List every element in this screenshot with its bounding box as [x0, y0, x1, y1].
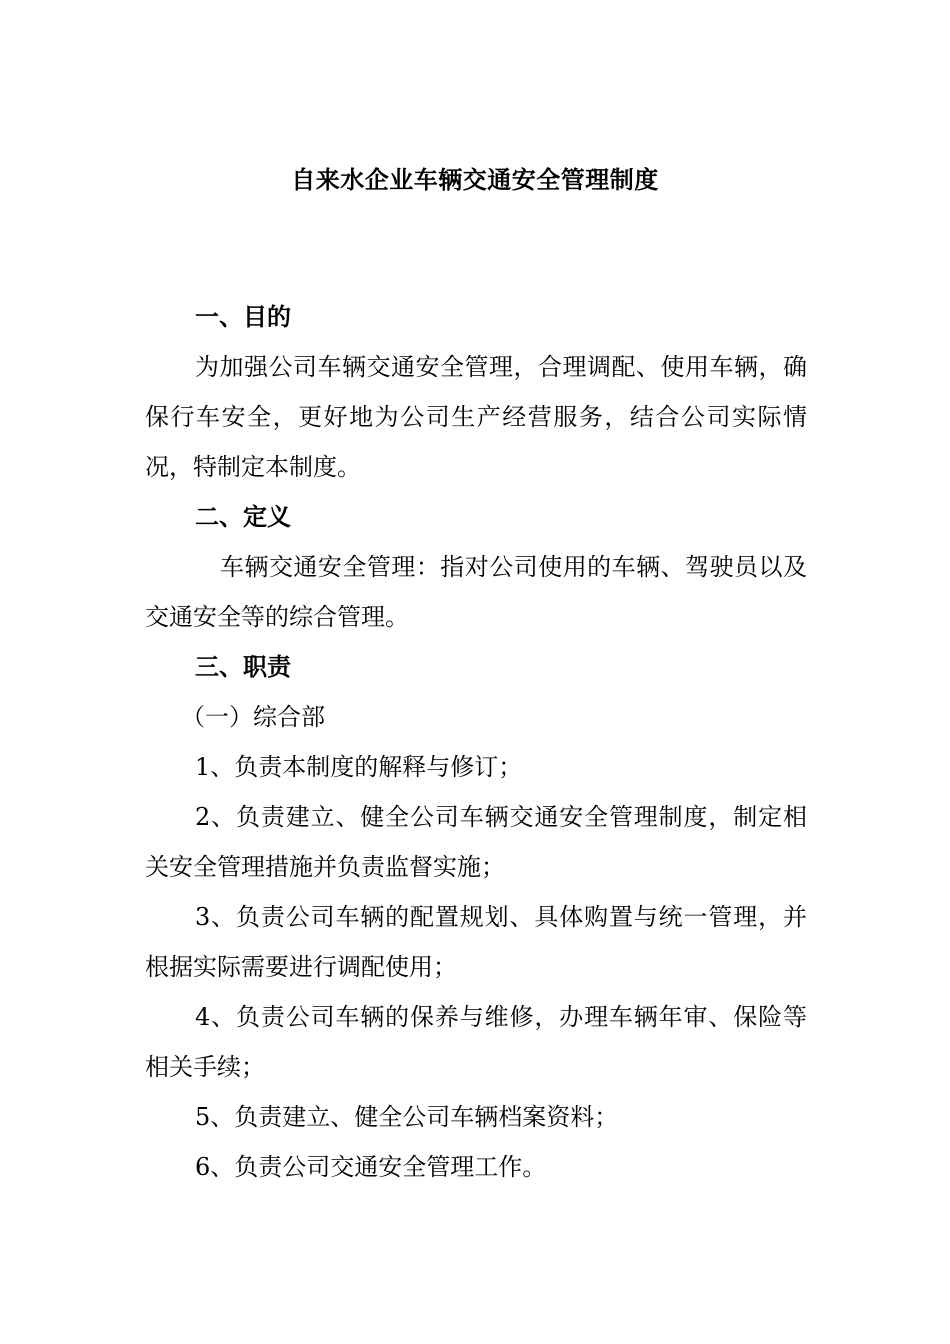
- list-item: 2、负责建立、健全公司车辆交通安全管理制度，制定相关安全管理措施并负责监督实施；: [145, 803, 807, 881]
- list-item: 4、负责公司车辆的保养与维修，办理车辆年审、保险等相关手续；: [145, 1003, 807, 1081]
- duties-subheading: （一）综合部: [181, 703, 325, 731]
- list-item: 5、负责建立、健全公司车辆档案资料；: [195, 1103, 619, 1131]
- list-item: 3、负责公司车辆的配置规划、具体购置与统一管理，并根据实际需要进行调配使用；: [145, 903, 807, 981]
- document-title: 自来水企业车辆交通安全管理制度: [291, 166, 659, 194]
- section-heading-purpose: 一、目的: [195, 303, 291, 331]
- purpose-paragraph: 为加强公司车辆交通安全管理，合理调配、使用车辆，确保行车安全，更好地为公司生产经营服务，结合公司实际情况，特制定本制度。: [145, 353, 807, 481]
- section-heading-definition: 二、定义: [195, 503, 291, 531]
- list-item: 6、负责公司交通安全管理工作。: [195, 1153, 547, 1181]
- document-body: [145, 292, 807, 1192]
- section-heading-duties: 三、职责: [195, 653, 291, 681]
- list-item: 1、负责本制度的解释与修订；: [195, 753, 523, 781]
- definition-paragraph: 车辆交通安全管理：指对公司使用的车辆、驾驶员以及交通安全等的综合管理。: [145, 553, 807, 631]
